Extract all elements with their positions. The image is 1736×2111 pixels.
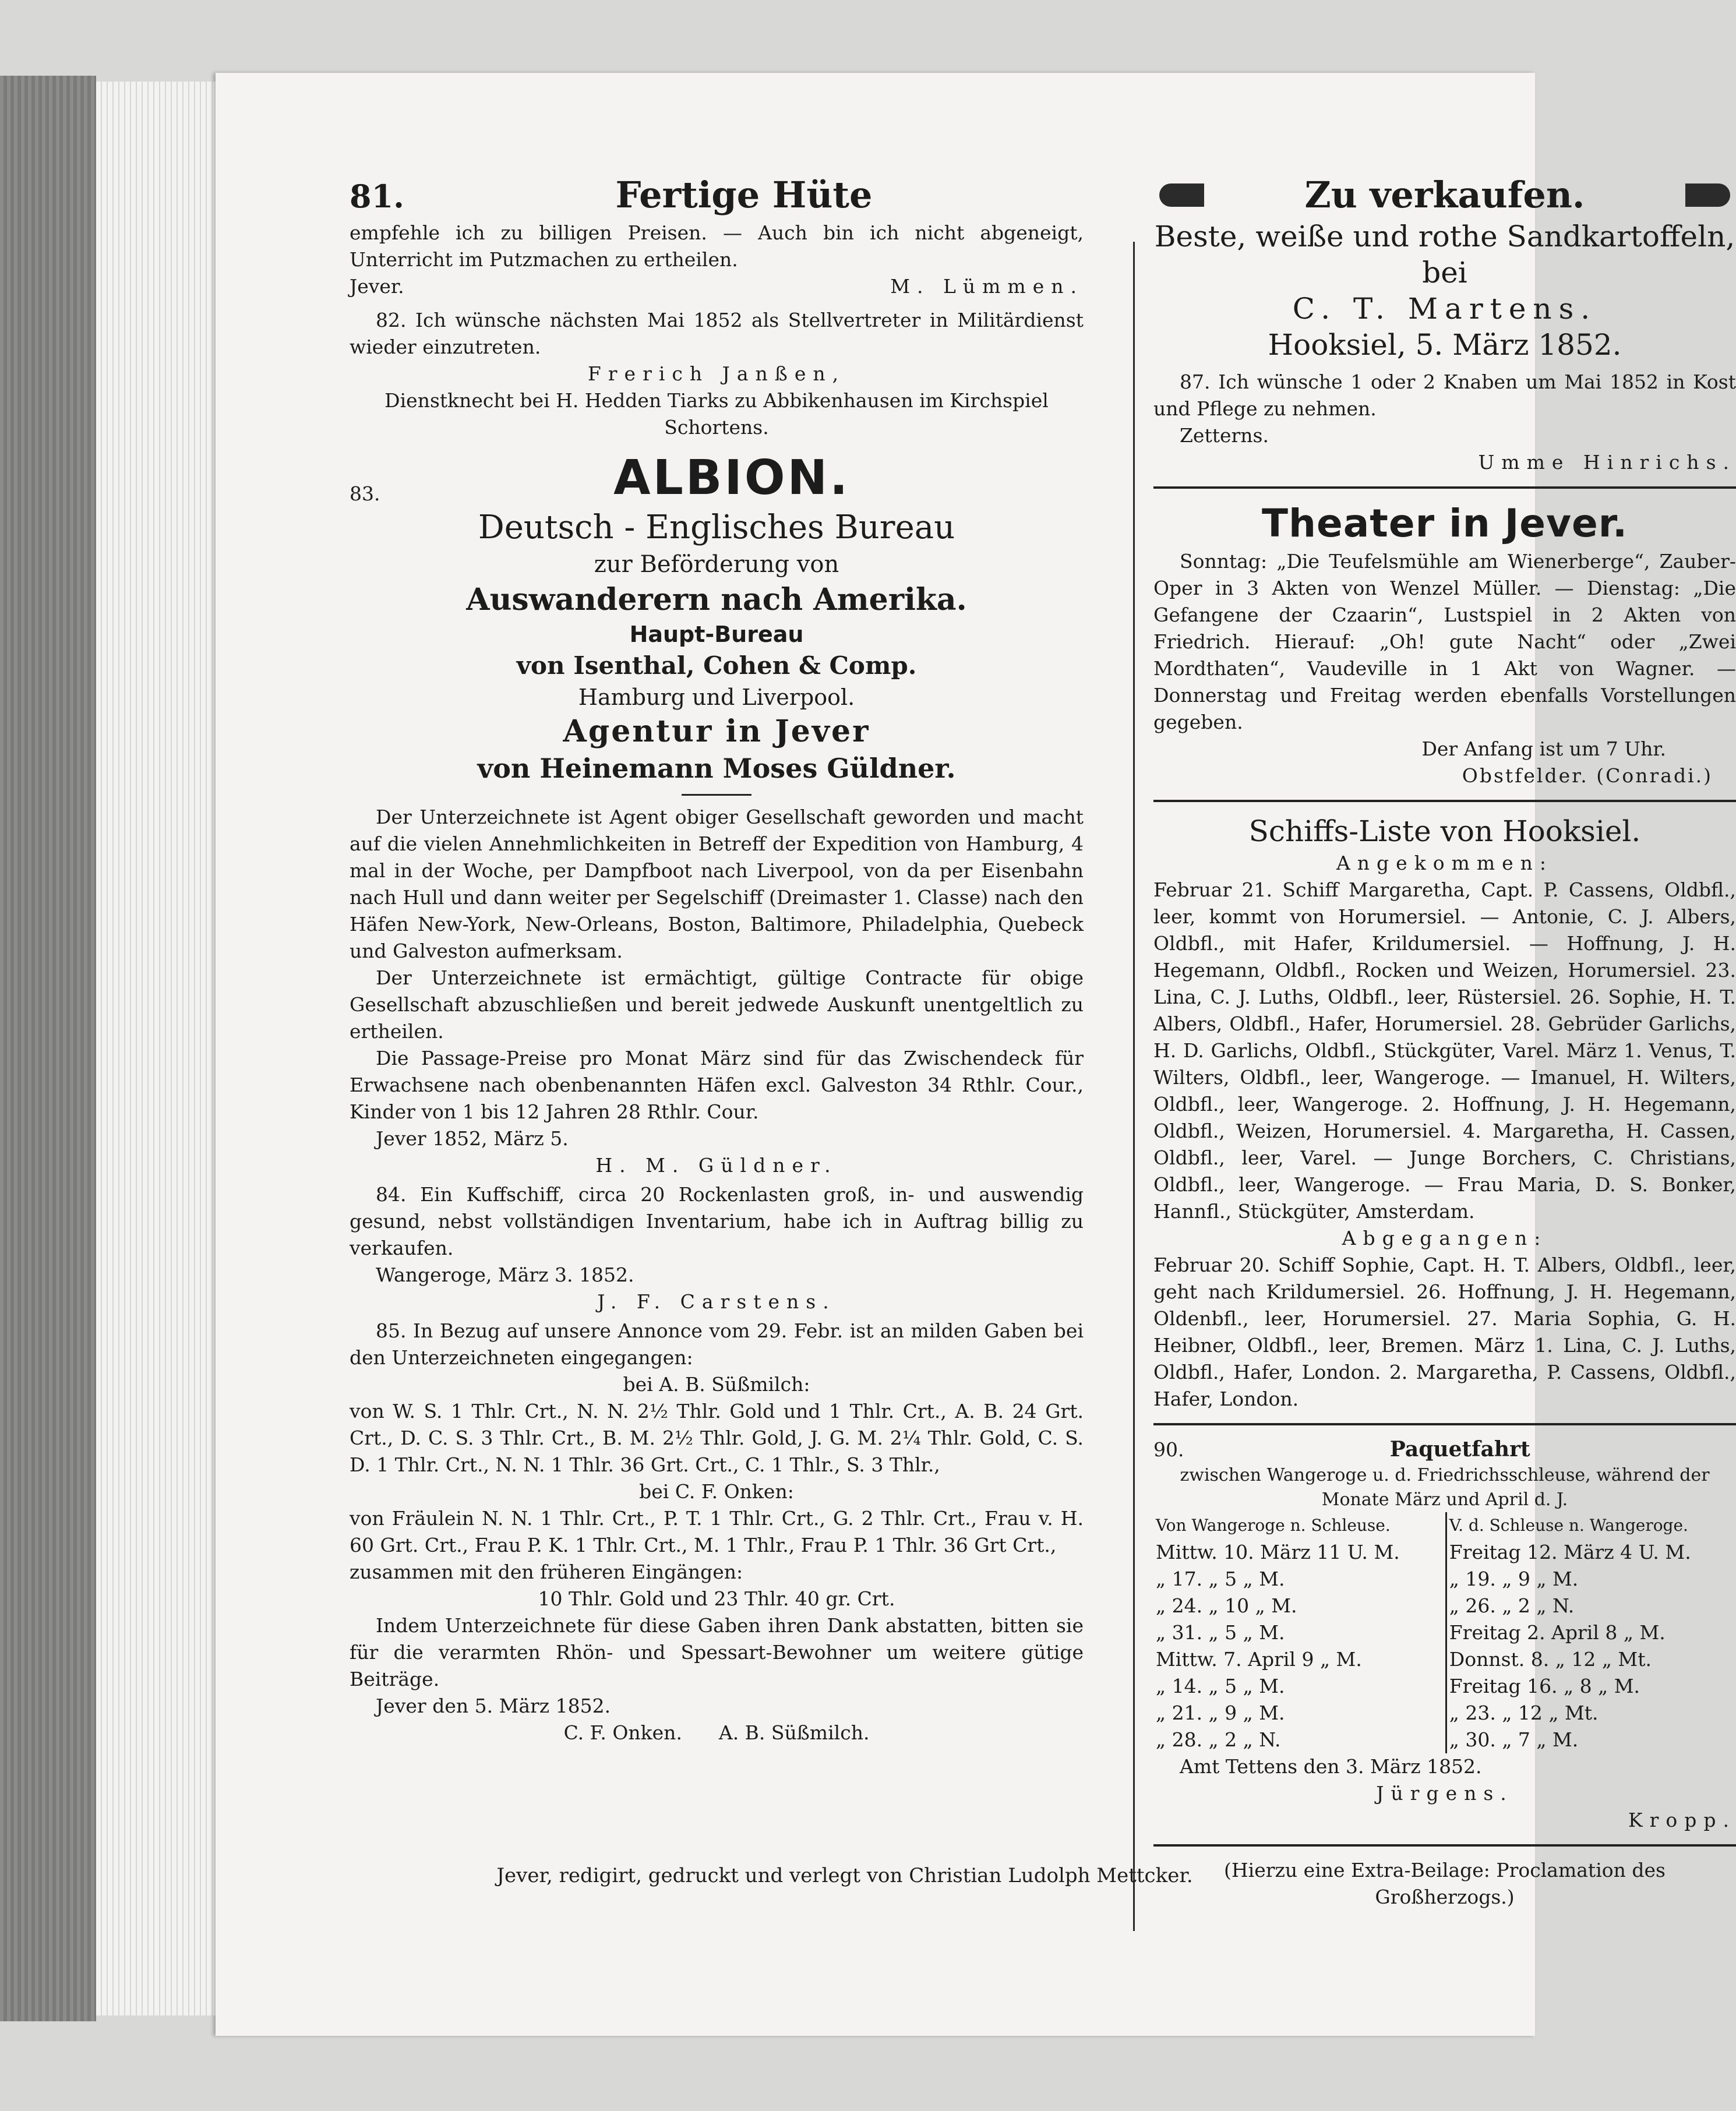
ad-paragraph: von W. S. 1 Thlr. Crt., N. N. 2½ Thlr. Gold und 1 Thlr. Crt., A. B. 24 Grt. Crt., D. C. S. 3 Thlr. Crt., B. M. 2½ Thlr. Gold, J. G. M. 2¼ Thlr. Gold, C. S. D. 1 Thlr. Crt., N. N. 1 Thlr. 36 Grt. Crt., C. 1 Thlr., S. 3 Thlr., [350,1400,1084,1476]
table-row [1153,1593,1736,1619]
theater-signature: Obstfelder. (Conradi.) [1462,764,1713,787]
timetable-header [1153,1512,1736,1539]
ad-line: Haupt-Bureau [629,622,804,647]
ad-line: zur Beförderung von [594,551,839,578]
ad-87 [1153,369,1736,476]
ad-paragraph: Die Passage-Preise pro Monat März sind für das Zwischendeck für Erwachsene nach obenbenannten Häfen excl. Galveston 34 Rthlr. Cour., Kinder von 1 bis 12 Jahren 28 Rthlr. Cour. [350,1047,1084,1123]
timetable-cell: „ 21. „ 9 „ M. [1156,1701,1285,1724]
page-edges [96,82,218,2015]
right-column [1153,172,1736,1911]
divider [1153,1844,1736,1847]
timetable-cell: Freitag 2. April 8 „ M. [1446,1619,1736,1646]
timetable-cell: „ 19. „ 9 „ M. [1446,1566,1736,1593]
ad-84 [350,1181,1084,1315]
ship-list-arrivals: Februar 21. Schiff Margaretha, Capt. P. Cassens, Oldbfl., leer, kommt von Horumersiel. — Antonie, C. J. Albers, Oldbfl., mit Hafer, Krildumersiel. — Hoffnung, J. H. Hegemann, Oldbfl., Rocken und Weizen, Horumersiel. 23. Lina, C. J. Luths, Oldbfl., leer, Rüstersiel. 26. Sophie, H. T. Albers, Oldbfl., Hafer, Horumersiel. 28. Gebrüder Garlichs, H. D. Garlichs, Oldbfl., Stückgüter, Varel. März 1. Venus, T. Wilters, Oldbfl., leer, Wangeroge. — Imanuel, H. Wilters, Oldbfl., leer, Wangeroge. 2. Hoffnung, J. H. Hegemann, Oldbfl., Weizen, Horumersiel. 4. Margaretha, H. Cassen, Oldbfl., leer, Varel. — Junge Borchers, C. Christians, Oldbfl., leer, Wangeroge. — Frau Maria, D. S. Bonker, Hannfl., Stückgüter, Amsterdam. [1153,878,1736,1223]
ad-paragraph: Der Unterzeichnete ist ermächtigt, gültige Contracte für obige Gesellschaft abzuschließen und bereit jedwede Auskunft unentgeltlich zu ertheilen. [350,966,1084,1043]
timetable-header-right: V. d. Schleuse n. Wangeroge. [1446,1512,1736,1539]
timetable-cell: „ 30. „ 7 „ M. [1446,1727,1736,1753]
ad-83 [350,449,1084,1179]
timetable-cell: „ 23. „ 12 „ Mt. [1446,1700,1736,1727]
ad-title: ALBION. [613,450,851,506]
ship-list [1153,813,1736,1413]
table-row [1153,1539,1736,1566]
book-spine [0,76,96,2021]
ad-number: 90. [1153,1438,1184,1461]
theater-text: Sonntag: „Die Teufelsmühle am Wienerberge“, Zauber-Oper in 3 Akten von Wenzel Müller. — Dienstag: „Die Gefangene der Czaarin“, Lustspiel in 2 Akten von Friedrich. Hierauf: „Oh! gute Nacht“ oder „Zwei Mordthaten“, Vaudeville in 1 Akt von Wagner. — Donnerstag und Freitag werden ebenfalls Vorstellungen gegeben. [1153,550,1736,733]
extra-supplement-note: (Hierzu eine Extra-Beilage: Proclamation des Großherzogs.) [1224,1859,1666,1908]
ship-list-heading: Abgegangen: [1342,1227,1548,1249]
ad-date: Jever 1852, März 5. [376,1127,569,1150]
theater-start: Der Anfang ist um 7 Uhr. [1421,737,1666,760]
ad-signature: H. M. Güldner. [595,1154,838,1177]
table-row [1153,1646,1736,1673]
ad-line: Auswanderern nach Amerika. [466,582,967,617]
ad-signature: Jürgens. [1376,1782,1513,1805]
ad-office: Amt Tettens den 3. März 1852. [1180,1755,1482,1778]
ad-text: 82. Ich wünsche nächsten Mai 1852 als Stellvertreter in Militärdienst wieder einzutreten. [350,309,1084,358]
ad-title: Fertige Hüte [615,174,873,216]
timetable-cell: Mittw. 7. April 9 „ M. [1156,1648,1362,1671]
ad-line: Agentur in Jever [563,714,870,749]
timetable-cell: „ 17. „ 5 „ M. [1156,1568,1285,1590]
ad-subheading: bei C. F. Onken: [639,1480,794,1503]
ad-paragraph: 85. In Bezug auf unsere Annonce vom 29. Febr. ist an milden Gaben bei den Unterzeichneten eingegangen: [350,1319,1084,1369]
timetable-cell: Freitag 16. „ 8 „ M. [1446,1673,1736,1700]
imprint-footer: Jever, redigirt, gedruckt und verlegt von Christian Ludolph Mettcker. [496,1864,1193,1887]
ad-signature: J. F. Carstens. [597,1290,836,1313]
table-row [1153,1700,1736,1727]
ship-list-departures: Februar 20. Schiff Sophie, Capt. H. T. Albers, Oldbfl., leer, geht nach Krildumersiel. 26. Hoffnung, J. H. Hegemann, Oldenbfl., leer, Horumersiel. 27. Maria Sophia, G. H. Heibner, Oldbfl., leer, Bremen. März 1. Lina, C. J. Luths, Oldbfl., Hafer, London. 2. Margaretha, P. Cassens, Oldbfl., Hafer, London. [1153,1254,1736,1410]
ad-line: Beste, weiße und rothe Sandkartoffeln, bei [1154,220,1735,290]
table-row [1153,1673,1736,1700]
left-column [350,172,1084,1746]
ad-line: von Isenthal, Cohen & Comp. [516,651,917,680]
table-row [1153,1566,1736,1593]
ad-text: 84. Ein Kuffschiff, circa 20 Rockenlasten groß, in- und auswendig gesund, nebst vollständigen Inventarium, habe ich in Auftrag billig zu verkaufen. [350,1183,1084,1259]
timetable-cell: „ 14. „ 5 „ M. [1156,1675,1285,1697]
pointing-hand-icon [1666,183,1730,207]
ad-signature: Frerich Janßen, [587,362,846,385]
ad-82 [350,307,1084,441]
divider [682,794,751,796]
ship-list-heading: Angekommen: [1336,852,1554,874]
divider [1153,800,1736,802]
ad-number: 81. [350,178,404,215]
timetable-cell: Freitag 12. März 4 U. M. [1446,1539,1736,1566]
timetable-cell: „ 31. „ 5 „ M. [1156,1621,1285,1644]
column-divider [1133,242,1135,1931]
ad-signature: C. F. Onken. A. B. Süßmilch. [563,1721,870,1744]
ad-paragraph: von Fräulein N. N. 1 Thlr. Crt., P. T. 1 Thlr. Crt., G. 2 Thlr. Crt., Frau v. H. 60 Grt. Crt., Frau P. K. 1 Thlr. Crt., M. 1 Thlr., Frau P. 1 Thlr. 36 Grt Crt., [350,1507,1084,1556]
paquet-ad [1153,1436,1736,1834]
ad-date: Jever den 5. März 1852. [376,1695,611,1717]
ad-paragraph: Der Unterzeichnete ist Agent obiger Gesellschaft geworden und macht auf die vielen Annehmlichkeiten in Betreff der Expedition von Hamburg, 4 mal in der Woche, per Dampfboot nach Liverpool, von da per Eisenbahn nach Hull und dann weiter per Segelschiff (Dreimaster 1. Classe) nach den Häfen New-York, New-Orleans, Boston, Baltimore, Philadelphia, Quebeck und Galveston aufmerksam. [350,806,1084,962]
ad-place: Jever. [350,275,404,298]
ad-81 [350,172,1084,300]
ad-line: Deutsch - Englisches Bureau [478,509,955,546]
ad-line: Hamburg und Liverpool. [578,684,855,710]
timetable-cell: „ 26. „ 2 „ N. [1446,1593,1736,1619]
ad-place: Zetterns. [1180,424,1269,447]
ad-title: Zu verkaufen. [1304,174,1585,216]
ad-subtext: Dienstknecht bei H. Hedden Tiarks zu Abbikenhausen im Kirchspiel Schortens. [384,389,1049,439]
theater-ad [1153,499,1736,789]
paquet-timetable [1153,1512,1736,1753]
timetable-cell: „ 28. „ 2 „ N. [1156,1728,1281,1751]
ad-date: Wangeroge, März 3. 1852. [376,1263,634,1286]
table-row [1153,1619,1736,1646]
ad-paragraph: 10 Thlr. Gold und 23 Thlr. 40 gr. Crt. [538,1587,895,1610]
timetable-cell: Mittw. 10. März 11 U. M. [1156,1541,1400,1563]
timetable-cell: „ 24. „ 10 „ M. [1156,1594,1297,1617]
table-row [1153,1727,1736,1753]
ad-date: Hooksiel, 5. März 1852. [1268,328,1622,362]
ad-line: zwischen Wangeroge u. d. Friedrichsschleuse, während der Monate März und April d. J. [1180,1465,1710,1510]
ad-text: empfehle ich zu billigen Preisen. — Auch bin ich nicht abgeneigt, Unterricht im Putzmachen zu ertheilen. [350,221,1084,271]
ship-list-title: Schiffs-Liste von Hooksiel. [1248,814,1641,848]
newspaper-page [216,73,1736,2036]
ad-paragraph: Indem Unterzeichnete für diese Gaben ihren Dank abstatten, bitten sie für die verarmten Rhön- und Spessart-Bewohner um weitere gütige Beiträge. [350,1614,1084,1690]
ad-subheading: bei A. B. Süßmilch: [623,1373,810,1396]
ad-85 [350,1318,1084,1746]
ad-title: Paquetfahrt [1389,1437,1530,1462]
timetable-cell: Donnst. 8. „ 12 „ Mt. [1446,1646,1736,1673]
timetable-header-left: Von Wangeroge n. Schleuse. [1156,1516,1391,1535]
ad-signature: Umme Hinrichs. [1478,451,1736,474]
ad-signature: C. T. Martens. [1292,292,1597,326]
pointing-hand-icon [1159,183,1223,207]
divider [1153,486,1736,489]
ad-text: 87. Ich wünsche 1 oder 2 Knaben um Mai 1852 in Kost und Pflege zu nehmen. [1153,370,1736,420]
ad-paragraph: zusammen mit den früheren Eingängen: [350,1561,743,1583]
divider [1153,1423,1736,1425]
ad-line: von Heinemann Moses Güldner. [477,753,956,784]
ad-signature: Kropp. [1628,1809,1736,1831]
theater-title: Theater in Jever. [1261,501,1628,546]
ad-number: 83. [350,482,380,505]
ad-signature: M. Lümmen. [890,275,1084,298]
ad-zu-verkaufen [1153,172,1736,363]
